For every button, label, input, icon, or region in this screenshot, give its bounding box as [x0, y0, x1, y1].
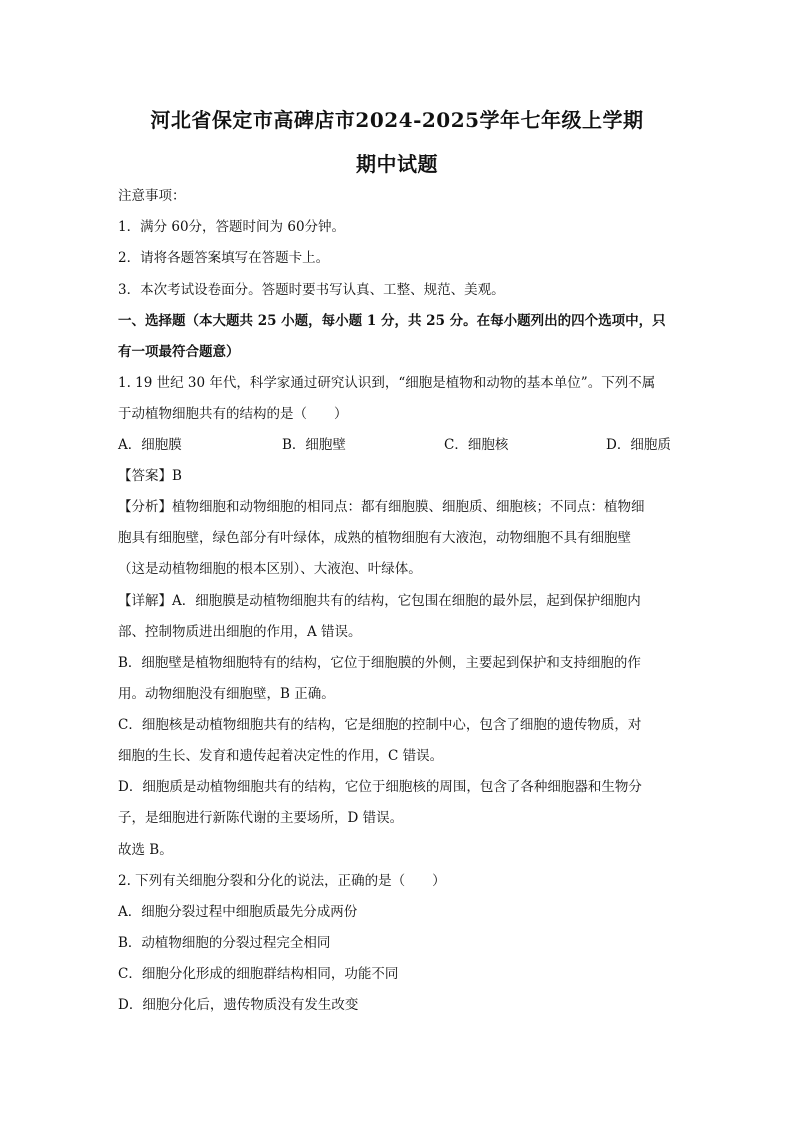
exam-title-line2: 期中试题	[356, 152, 438, 176]
q1-option-b: B．细胞壁	[282, 437, 346, 453]
q1-option-a: A．细胞膜	[118, 437, 182, 453]
q1-detail-line4: 用。动物细胞没有细胞壁，B 正确。	[118, 686, 335, 702]
notice-item-2: 2．请将各题答案填写在答题卡上。	[118, 250, 330, 266]
q2-option-b: B．动植物细胞的分裂过程完全相同	[118, 935, 331, 951]
q1-detail-line3: B．细胞壁是植物细胞特有的结构，它位于细胞膜的外侧，主要起到保护和支持细胞的作	[118, 655, 641, 671]
q2-option-a: A．细胞分裂过程中细胞质最先分成两份	[118, 904, 358, 920]
q1-stem-line2: 于动植物细胞共有的结构的是（ ）	[118, 406, 348, 422]
q1-analysis-line2: 胞具有细胞壁，绿色部分有叶绿体，成熟的植物细胞有大液泡，动物细胞不具有细胞壁	[118, 530, 631, 546]
q1-detail-line6: 细胞的生长、发育和遗传起着决定性的作用，C 错误。	[118, 748, 444, 764]
q1-conclusion: 故选 B。	[118, 842, 173, 858]
q1-option-d: D．细胞质	[606, 437, 671, 453]
q1-detail-line7: D．细胞质是动植物细胞共有的结构，它位于细胞核的周围，包含了各种细胞器和生物分	[118, 779, 642, 795]
q2-stem: 2. 下列有关细胞分裂和分化的说法，正确的是（ ）	[118, 873, 446, 889]
q1-option-c: C．细胞核	[444, 437, 509, 453]
q2-option-d: D．细胞分化后，遗传物质没有发生改变	[118, 997, 359, 1013]
exam-title-line1: 河北省保定市高碑店市2024-2025学年七年级上学期	[150, 108, 644, 132]
notice-heading: 注意事项：	[118, 188, 186, 204]
notice-item-3: 3．本次考试设卷面分。答题时要书写认真、工整、规范、美观。	[118, 282, 505, 298]
q1-analysis-line3: （这是动植物细胞的根本区别）、大液泡、叶绿体。	[118, 561, 422, 577]
q1-detail-line1: 【详解】A．细胞膜是动植物细胞共有的结构，它包围在细胞的最外层，起到保护细胞内	[118, 593, 641, 609]
section-heading-line1: 一、选择题（本大题共 25 小题，每小题 1 分，共 25 分。在每小题列出的四个选项中，只	[118, 313, 666, 329]
q1-answer: 【答案】B	[118, 468, 182, 484]
q1-detail-line8: 子，是细胞进行新陈代谢的主要场所，D 错误。	[118, 810, 404, 826]
q1-detail-line2: 部、控制物质进出细胞的作用，A 错误。	[118, 624, 362, 640]
q1-stem-line1: 1. 19 世纪 30 年代，科学家通过研究认识到，“细胞是植物和动物的基本单位”。下列不属	[118, 375, 656, 391]
section-heading-line2: 有一项最符合题意）	[118, 344, 240, 360]
q1-analysis-line1: 【分析】植物细胞和动物细胞的相同点：都有细胞膜、细胞质、细胞核；不同点：植物细	[118, 499, 645, 515]
q1-detail-line5: C．细胞核是动植物细胞共有的结构，它是细胞的控制中心，包含了细胞的遗传物质，对	[118, 717, 642, 733]
q2-option-c: C．细胞分化形成的细胞群结构相同，功能不同	[118, 966, 399, 982]
notice-item-1: 1．满分 60分，答题时间为 60分钟。	[118, 219, 346, 235]
